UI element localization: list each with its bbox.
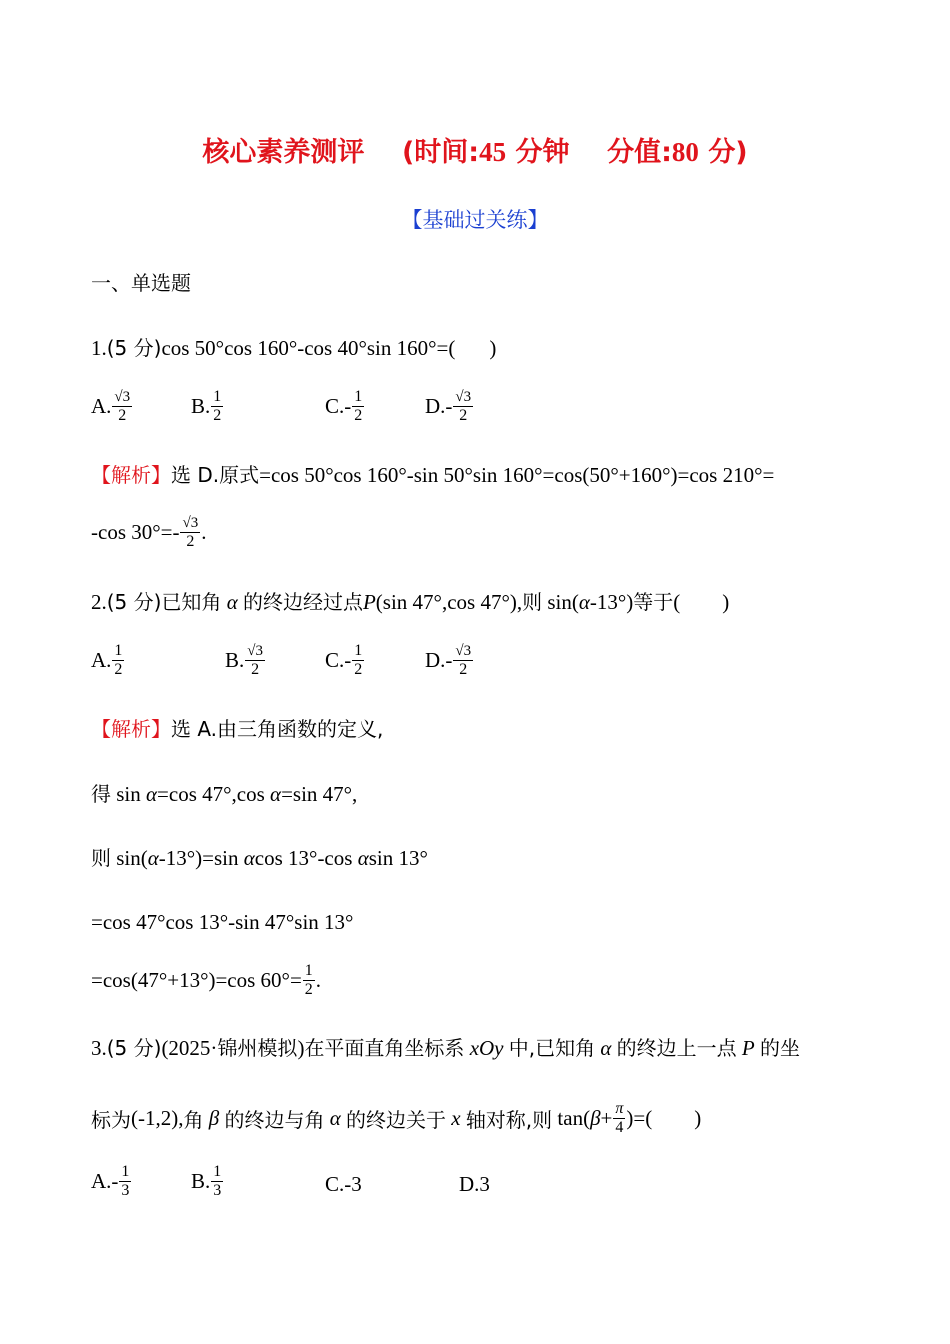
q2-analysis-line-5: =cos(47°+13°)=cos 60°= $\frac{1}{2}$ . [91, 962, 322, 998]
q2-analysis-line-1: 【解析】选 A.由三角函数的定义, [91, 717, 384, 741]
q3-option-d[interactable]: D.3 [459, 1172, 490, 1196]
q2-analysis-line-2: 得 sin α=cos 47°,cos α=sin 47°, [91, 782, 358, 806]
fraction: $\frac{1}{2}$ [114, 642, 123, 678]
analysis-tag: 【解析】 [91, 717, 171, 741]
fraction: $\frac{√3}{2}$ [455, 643, 472, 678]
fraction: $\frac{1}{2}$ [354, 388, 363, 424]
page-title: 核心素养测评 (时间:45 分钟 分值:80 分) [202, 137, 748, 168]
q1-option-c[interactable]: C. - $\frac{1}{2}$ [325, 388, 363, 424]
q2-analysis-line-3: 则 sin(α-13°)=sin αcos 13°-cos αsin 13° [91, 846, 428, 870]
q3-option-c[interactable]: C.-3 [325, 1172, 362, 1196]
q3-option-a[interactable]: A. - $\frac{1}{3}$ [91, 1163, 130, 1199]
q2-analysis-line-4: =cos 47°cos 13°-sin 47°sin 13° [91, 910, 354, 934]
q1-option-d[interactable]: D. - $\frac{√3}{2}$ [425, 389, 472, 424]
q2-option-a[interactable]: A. $\frac{1}{2}$ [91, 642, 123, 678]
q2-option-d[interactable]: D. - $\frac{√3}{2}$ [425, 643, 472, 678]
fraction: $\frac{√3}{2}$ [455, 389, 472, 424]
q1-analysis-line-1: 【解析】选 D.原式=cos 50°cos 160°-sin 50°sin 160°=cos(50°+160°)=cos 210°= [91, 463, 775, 487]
q1-analysis-line-2: -cos 30°=- $\frac{√3}{2}$ . [91, 515, 207, 550]
question-1-stem: 1.(5 分)cos 50°cos 160°-cos 40°sin 160°=( ) [91, 336, 497, 360]
fraction: $\frac{√3}{2}$ [114, 389, 131, 424]
section-heading: 一、单选题 [91, 271, 191, 295]
q3-option-b[interactable]: B. $\frac{1}{3}$ [191, 1163, 222, 1199]
question-3-stem-line-1: 3.(5 分)(2025·锦州模拟)在平面直角坐标系 xOy 中,已知角 α 的终边上一点 P 的坐 [91, 1036, 800, 1060]
question-2-stem: 2.(5 分)已知角 α 的终边经过点P(sin 47°,cos 47°),则 sin(α-13°)等于( ) [91, 590, 730, 614]
section-subtitle: 【基础过关练】 [401, 208, 549, 232]
fraction: $\frac{1}{2}$ [304, 962, 313, 998]
q1-option-a[interactable]: A. $\frac{√3}{2}$ [91, 389, 131, 424]
fraction: $\frac{\pi}{4}$ [615, 1100, 624, 1136]
fraction: $\frac{√3}{2}$ [247, 643, 263, 678]
fraction: $\frac{√3}{2}$ [182, 515, 199, 550]
fraction: $\frac{1}{3}$ [213, 1163, 222, 1199]
fraction: $\frac{1}{3}$ [121, 1163, 130, 1199]
fraction: $\frac{1}{2}$ [354, 642, 363, 678]
fraction: $\frac{1}{2}$ [213, 388, 222, 424]
question-3-stem-line-2: 标为 (-1,2), 角 β 的终边与角 α 的终边关于 x 轴对称,则 tan( β + $\frac{\pi}{4}$ )=( ) [91, 1100, 702, 1136]
q2-option-c[interactable]: C. - $\frac{1}{2}$ [325, 642, 363, 678]
q2-option-b[interactable]: B. $\frac{√3}{2}$ [225, 643, 263, 678]
analysis-tag: 【解析】 [91, 463, 171, 487]
q1-option-b[interactable]: B. $\frac{1}{2}$ [191, 388, 222, 424]
